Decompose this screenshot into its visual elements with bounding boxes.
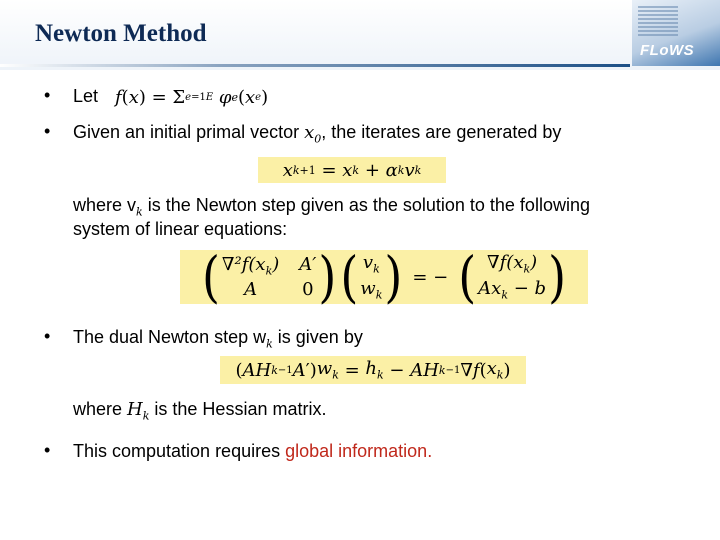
bullet-marker: • (44, 121, 51, 141)
bullet-let-text: Let (73, 86, 99, 106)
bullet-dual-step-text: The dual Newton step $w_k$ is given by (73, 327, 363, 351)
paragraph-newton-step-line2: system of linear equations: (73, 219, 288, 239)
equation-dual-step: ( AH k −1 A ′) $w_k$ = $h_k$ − AH k −1 ∇ f ( $x_k$ ) (220, 356, 526, 384)
logo-text: FLoWS (640, 42, 695, 59)
highlight-global-information: global information. (285, 441, 433, 461)
bullet-marker: • (44, 440, 51, 460)
equation-f-definition: f ( x ) = Σ e=1 E φ e ( x e ) (115, 82, 295, 112)
equation-kkt-system: ( $\nabla^2f(x_k)$ A′ A 0 ) ( $v_k$ $w_k$ ) = − ( $\nabla f(x_k)$ $Ax_k - b$ ) (180, 250, 588, 304)
bullet-global-info-text: This computation requires global information. (73, 441, 433, 461)
header-divider (0, 64, 630, 67)
equation-iterate: x k +1 = x k + α k v k (258, 157, 446, 183)
slide-title: Newton Method (35, 20, 207, 47)
paragraph-newton-step: where $v_k$ is the Newton step given as the solution to the following (73, 195, 590, 219)
logo-pattern-icon (638, 4, 678, 38)
flows-logo (632, 0, 720, 66)
bullet-marker: • (44, 326, 51, 346)
bullet-given-text: Given an initial primal vector $x_0$, the iterates are generated by (73, 122, 562, 146)
paragraph-hessian: where $H_k$ is the Hessian matrix. (73, 399, 327, 423)
bullet-marker: • (44, 85, 51, 105)
